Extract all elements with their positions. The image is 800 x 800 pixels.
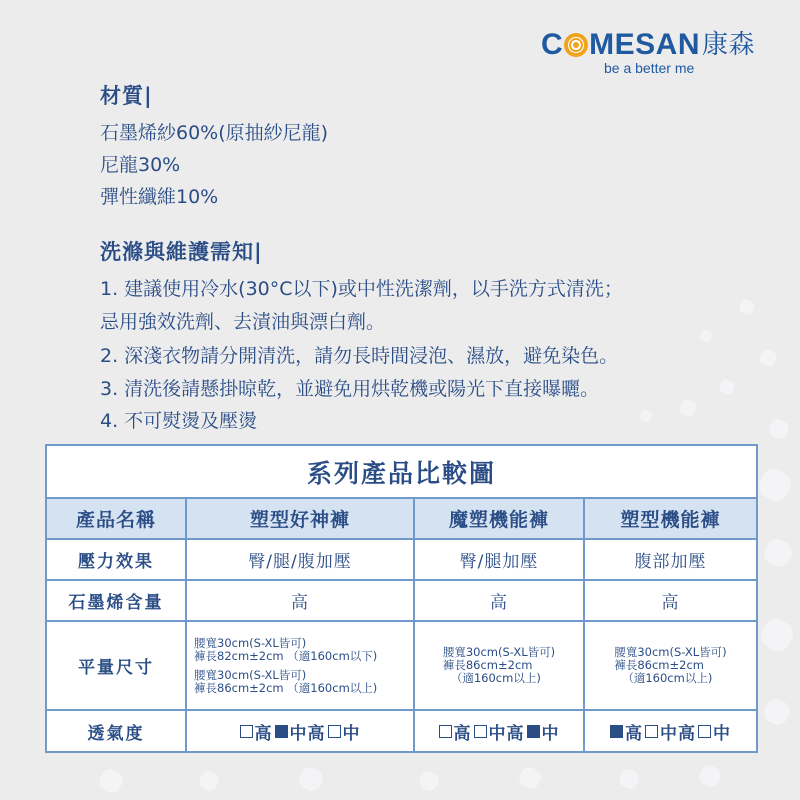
- header-cell: 魔塑機能褲: [415, 499, 585, 538]
- size-spec: [194, 669, 377, 695]
- logo-prefix: C: [541, 28, 564, 61]
- table-cell: [187, 622, 415, 709]
- care-line: 4. 不可熨燙及壓燙: [100, 410, 258, 432]
- logo-tagline: be a better me: [604, 60, 695, 76]
- logo-circle-icon: [564, 33, 588, 57]
- option-label: 中: [342, 724, 361, 744]
- unchecked-box-icon: [474, 725, 487, 738]
- material-line: 尼龍30%: [100, 154, 181, 176]
- table-cell: [415, 711, 585, 752]
- header-cell: 塑型好神褲: [187, 499, 415, 538]
- breathability-options: [240, 719, 361, 744]
- option-label: 高: [453, 724, 472, 744]
- logo-suffix: MESAN: [589, 28, 701, 61]
- row-label: 透氣度: [47, 711, 187, 752]
- table-row: [47, 540, 756, 581]
- table-cell: [415, 622, 585, 709]
- table-cell: 高: [187, 581, 415, 620]
- size-line: 褲長82cm±2cm （適160cm以下): [194, 648, 378, 663]
- breathability-options: [439, 719, 560, 744]
- material-title: 材質|: [100, 84, 153, 108]
- size-line: 腰寬30cm(S-XL皆可): [194, 635, 307, 650]
- option-label: 中: [713, 724, 731, 744]
- row-label: 石墨烯含量: [47, 581, 187, 620]
- row-label: 壓力效果: [47, 540, 187, 579]
- size-spec: [443, 646, 555, 685]
- care-line: 1. 建議使用冷水(30°C以下)或中性洗潔劑，以手洗方式清洗；: [100, 278, 623, 300]
- option-label: 中高: [660, 724, 696, 744]
- breathability-options: [610, 719, 731, 744]
- size-spec: [194, 637, 377, 663]
- table-cell: 高: [661, 593, 680, 613]
- table-cell: 臀/腿/腹加壓: [187, 540, 415, 579]
- table-cell: 臀/腿加壓: [415, 540, 585, 579]
- header-cell: 塑型機能褲: [620, 509, 721, 531]
- checked-box-icon: [610, 725, 623, 738]
- option-label: 中: [541, 724, 560, 744]
- size-line: 褲長86cm±2cm （適160cm以上): [194, 680, 378, 695]
- size-line: （適160cm以上): [450, 671, 541, 685]
- unchecked-box-icon: [328, 725, 341, 738]
- table-cell: [187, 711, 415, 752]
- table-cell: 高: [415, 581, 585, 620]
- unchecked-box-icon: [240, 725, 253, 738]
- logo-chinese: 康森: [702, 30, 756, 60]
- size-line: 褲長86cm±2cm: [614, 658, 704, 672]
- brand-logo: [541, 30, 771, 76]
- care-line: 3. 清洗後請懸掛晾乾，並避免用烘乾機或陽光下直接曝曬。: [100, 378, 600, 400]
- table-row: [47, 622, 756, 711]
- checked-box-icon: [275, 725, 288, 738]
- option-label: 中高: [488, 724, 525, 744]
- care-line: 2. 深淺衣物請分開清洗，請勿長時間浸泡、濕放，避免染色。: [100, 345, 619, 367]
- size-spec: [614, 646, 726, 685]
- option-label: 高: [254, 724, 273, 744]
- checked-box-icon: [527, 725, 540, 738]
- table-row: [47, 581, 756, 622]
- header-cell: 產品名稱: [47, 499, 187, 538]
- care-line: 忌用強效洗劑、去漬油與漂白劑。: [100, 311, 386, 333]
- size-line: 腰寬30cm(S-XL皆可): [194, 667, 307, 682]
- table-header-row: [47, 499, 756, 540]
- size-line: 腰寬30cm(S-XL皆可): [442, 645, 556, 659]
- unchecked-box-icon: [698, 725, 711, 738]
- material-line: 石墨烯紗60%(原抽紗尼龍): [100, 122, 329, 144]
- row-label: 平量尺寸: [47, 622, 187, 709]
- table-cell: [585, 622, 756, 709]
- unchecked-box-icon: [439, 725, 452, 738]
- material-line: 彈性纖維10%: [100, 186, 219, 208]
- option-label: 高: [625, 724, 643, 744]
- table-cell: [585, 711, 756, 752]
- size-line: （適160cm以上): [622, 671, 713, 685]
- size-line: 腰寬30cm(S-XL皆可): [614, 645, 727, 659]
- comparison-title: 系列產品比較圖: [47, 446, 756, 499]
- option-label: 中高: [289, 724, 326, 744]
- table-cell: 腹部加壓: [634, 552, 707, 572]
- comparison-table: [45, 444, 758, 753]
- logo-wordmark: [541, 30, 755, 60]
- unchecked-box-icon: [645, 725, 658, 738]
- care-title: 洗滌與維護需知|: [100, 240, 263, 264]
- size-line: 褲長86cm±2cm: [442, 658, 533, 672]
- table-row: [47, 711, 756, 752]
